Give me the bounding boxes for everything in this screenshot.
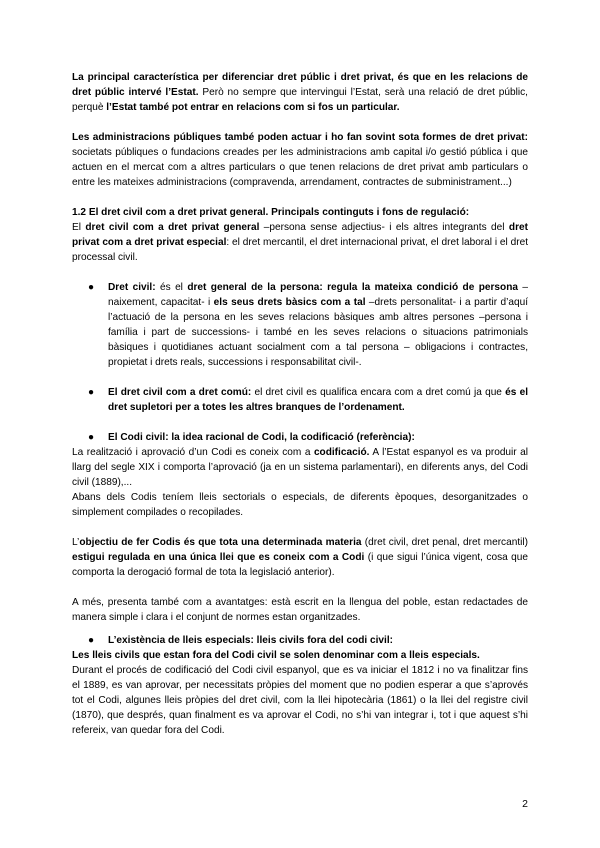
document-body (72, 70, 528, 738)
bullet-icon: ● (88, 432, 95, 443)
section-heading: 1.2 El dret civil com a dret privat general. Principals continguts i fons de regulació: (72, 207, 470, 218)
list-item-dret-comu: ● El dret civil com a dret comú: el dret civil es qualifica encara com a dret comú ja que és el dret supletori per a totes les altres branques de l’ordenament. (88, 387, 529, 413)
bullet-icon: ● (88, 635, 95, 646)
paragraph-abans-codis: Abans dels Codis teníem lleis sectorials o especials, de diferents èpoques, desorganitzades o simplement compilades o recopilades. (72, 492, 528, 518)
paragraph-proces-codificacio: Durant el procés de codificació del Codi civil espanyol, que es va iniciar el 1812 i no va finalitzar fins el 1889, es van aprovar, per necessitats pròpies del moment que no podien esperar a que s’aprovés tot el Codi, algunes lleis pròpies del dret civil, com la llei hipotecària (1861) o la llei del registre civil (1870), que després, quan finalment es va aprovar el Codi, no s’hi van integrar i, tot i que aquest s’hi refereix, van quedar fora del Codi. (72, 665, 528, 736)
paragraph-public-administrations: Les administracions públiques també poden actuar i ho fan sovint sota formes de dret privat: societats públiques o fundacions creades per les administracions amb capital i/o gestió pública i que actuen en el mercat com a altres particulars o que tenen relacions de dret privat amb particulars o entre les mateixes administracions (compravenda, arrendament, contractes de subministrament...) (72, 132, 528, 188)
section-intro: El dret civil com a dret privat general –persona sense adjectius- i els altres integrants del dret privat com a dret privat especial: el dret mercantil, el dret internacional privat, el dret laboral i el dret processal civil. (72, 222, 528, 263)
page-number: 2 (522, 798, 528, 810)
paragraph-lleis-especials-heading: Les lleis civils que estan fora del Codi civil se solen denominar com a lleis especials. (72, 650, 480, 661)
list-item-codi-civil: ● El Codi civil: la idea racional de Codi, la codificació (referència): (88, 432, 415, 443)
paragraph-objectiu-codis: L’objectiu de fer Codis és que tota una determinada materia (dret civil, dret penal, dret mercantil) estigui regulada en una única llei que es coneix com a Codi (i que sigui l’única vigent, cosa que comporta la derogació formal de tota la legislació anterior). (72, 537, 528, 578)
list-item-lleis-especials: ● L’existència de lleis especials: lleis civils fora del codi civil: (88, 635, 394, 646)
bullet-icon: ● (88, 282, 95, 293)
paragraph-avantatges: A més, presenta també com a avantatges: està escrit en la llengua del poble, estan redactades de manera simple i clara i el conjunt de normes estan organitzades. (72, 597, 528, 623)
paragraph-codificacio: La realització i aprovació d’un Codi es coneix com a codificació. A l’Estat espanyol es va produir al llarg del segle XIX i comporta l’aprovació (ja en un sistema parlamentari), en diferents anys, del Codi civil (1889),... (72, 447, 528, 488)
list-item-dret-civil: ● Dret civil: és el dret general de la persona: regula la mateixa condició de persona –naixement, capacitat- i els seus drets bàsics com a tal –drets personalitat- i a partir d’aquí l’actuació de la persona en les seves relacions bàsiques amb altres persones –persona i família i part de successions- i també en les seves relacions o situacions patrimonials bàsiques i quotidianes actuant socialment com a tal persona – obligacions i contractes, propietat i drets reals, successions i responsabilitat civil-. (88, 282, 528, 368)
paragraph-public-private: La principal característica per diferenciar dret públic i dret privat, és que en les relacions de dret públic intervé l’Estat. Però no sempre que intervingui l’Estat, serà una relació de dret públic, perquè l’Estat també pot entrar en relacions com si fos un particular. (72, 72, 528, 113)
bullet-icon: ● (88, 387, 95, 398)
